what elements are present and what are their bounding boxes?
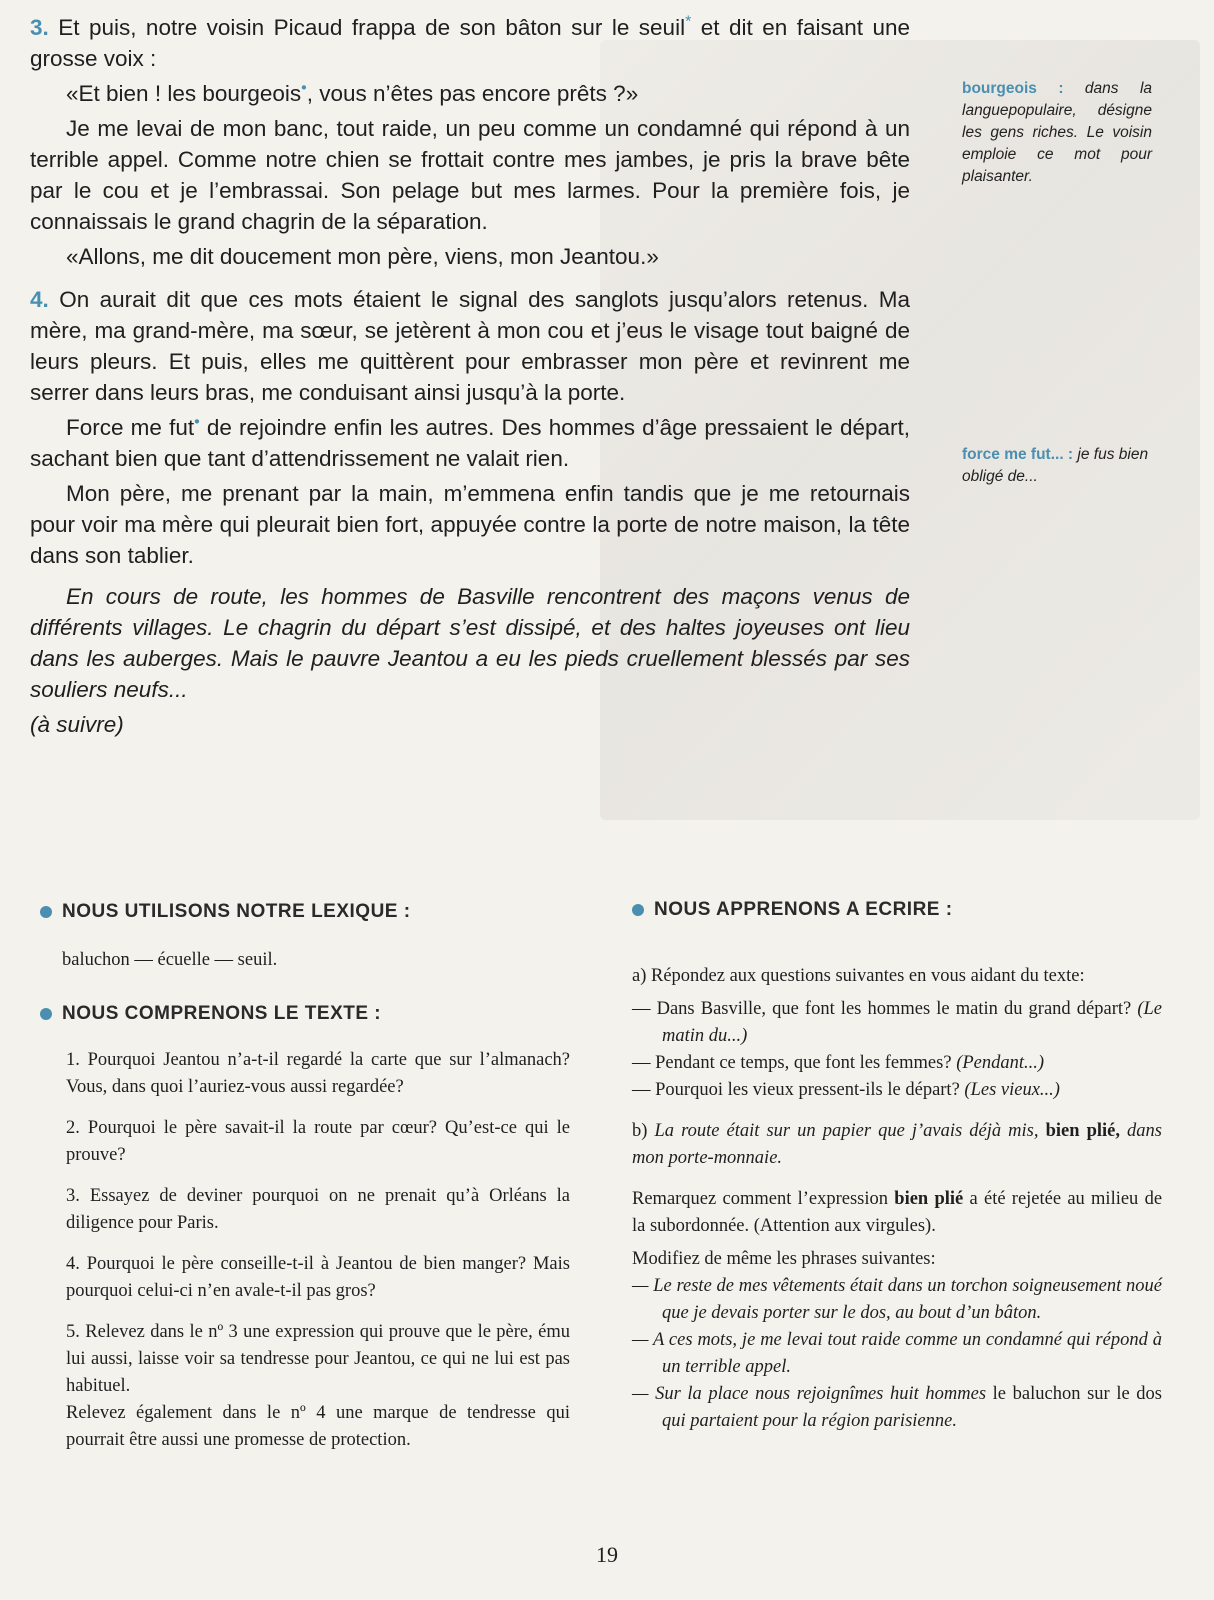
right-exercise-column [632, 896, 1162, 1435]
bullet-icon [632, 904, 644, 916]
question-item: 4. Pourquoi le père conseille-t-il à Jeantou de bien manger? Mais pourquoi celui-ci n’en avale-t-il pas gros? [66, 1254, 570, 1301]
page-number: 19 [596, 1542, 618, 1567]
exercise-b-item: — A ces mots, je me levai tout raide comme un condamné qui répond à un terrible appel. [632, 1330, 1162, 1377]
exercise-a-item: — Dans Basville, que font les hommes le matin du grand départ? (Le matin du...) [632, 999, 1162, 1046]
exercise-b-instruction: Modifiez de même les phrases suivantes: [632, 1249, 936, 1269]
question-item: 3. Essayez de deviner pourquoi on ne prenait qu’à Orléans la diligence pour Paris. [66, 1186, 570, 1233]
question-extra: Relevez également dans le nº 4 une marque de tendresse qui pourrait être aussi une promesse de protection. [66, 1403, 570, 1450]
left-exercise-column [40, 898, 570, 1454]
paragraph-number: 3. [30, 15, 49, 40]
question-item: 2. Pourquoi le père savait-il la route par cœur? Qu’est-ce qui le prouve? [66, 1118, 570, 1165]
exercise-a-item: — Pendant ce temps, que font les femmes? (Pendant...) [632, 1053, 1045, 1073]
dialogue-line: «Allons, me dit doucement mon père, viens, mon Jeantou.» [66, 244, 659, 269]
question-item: 5. Relevez dans le nº 3 une expression qui prouve que le père, ému lui aussi, laisse voir sa tendresse pour Jeantou, ce qui ne lui est pas habituel. [66, 1322, 570, 1396]
comprehension-heading: NOUS COMPRENONS LE TEXTE : [40, 1000, 570, 1027]
paragraph-4-force: Force me fut• de rejoindre enfin les autres. Des hommes d’âge pressaient le départ, sachant bien que tant d’attendrissement ne valait rien. [30, 413, 910, 471]
exercise-a-item: — Pourquoi les vieux pressent-ils le départ? (Les vieux...) [632, 1080, 1060, 1100]
glossary-marker: • [301, 79, 307, 97]
question-item: 1. Pourquoi Jeantou n’a-t-il regardé la carte que sur l’almanach? Vous, dans quoi l’auriez-vous aussi regardée? [66, 1050, 570, 1097]
bullet-icon [40, 906, 52, 918]
paragraph-4-intro: 4. On aurait dit que ces mots étaient le signal des sanglots jusqu’alors retenus. Ma mère, ma grand-mère, ma sœur, se jetèrent à mon cou et j’eus le visage tout baigné de leurs pleurs. Et puis, elles me quittèrent pour embrasser mon père et revinrent me serrer dans leurs bras, me conduisant ainsi jusqu’à la porte. [30, 287, 910, 405]
summary-text: En cours de route, les hommes de Basville rencontrent des maçons venus de différents villages. Le chagrin du départ s’est dissipé, et des haltes joyeuses ont lieu dans les auberges. Mais le pauvre Jeantou a eu les pieds cruellement blessés par ses souliers neufs... [30, 584, 910, 702]
exercise-b-item: — Sur la place nous rejoignîmes huit hommes le baluchon sur le dos qui partaient pour la région parisienne. [632, 1384, 1163, 1431]
to-follow-note: (à suivre) [30, 712, 124, 737]
paragraph-3-intro: 3. Et puis, notre voisin Picaud frappa de son bâton sur le seuil* et dit en faisant une grosse voix : [30, 13, 910, 71]
paragraph-3-body: Je me levai de mon banc, tout raide, un peu comme un condamné qui répond à un terrible appel. Comme notre chien se frottait contre mes jambes, je pris la brave bête par le cou et je l’embrassai. Son pelage but mes larmes. Pour la première fois, je connaissais le grand chagrin de la séparation. [30, 116, 910, 234]
bullet-icon [40, 1008, 52, 1020]
exercise-a-intro: a) Répondez aux questions suivantes en vous aidant du texte: [632, 966, 1085, 986]
glossary-bourgeois: bourgeois : dans la languepopulaire, désigne les gens riches. Le voisin emploie ce mot pour plaisanter. [962, 80, 1153, 185]
ecrire-heading: NOUS APPRENONS A ECRIRE : [632, 896, 1162, 923]
paragraph-4-end: Mon père, me prenant par la main, m’emmena enfin tandis que je me retournais pour voir ma mère qui pleurait bien fort, appuyée contre la porte de notre maison, la tête dans son tablier. [30, 481, 910, 568]
exercise-b-remark: Remarquez comment l’expression bien plié a été rejetée au milieu de la subordonnée. (Attention aux virgules). [632, 1189, 1163, 1236]
exercise-b-item: — Le reste de mes vêtements était dans un torchon soigneusement noué que je devais porter sur le dos, au bout d’un bâton. [632, 1276, 1162, 1323]
story-text [30, 12, 910, 744]
lexique-heading: NOUS UTILISONS NOTRE LEXIQUE : [40, 898, 570, 925]
glossary-marker: * [685, 13, 692, 31]
exercise-b-sentence: b) La route était sur un papier que j’avais déjà mis, bien plié, dans mon porte-monnaie. [632, 1121, 1162, 1168]
question-list [40, 1047, 570, 1454]
lexique-words: baluchon — écuelle — seuil. [62, 950, 278, 970]
glossary-force-me-fut: force me fut... : je fus bien obligé de... [962, 446, 1149, 485]
paragraph-number: 4. [30, 287, 49, 312]
glossary-marker: • [194, 413, 200, 431]
dialogue-line: «Et bien ! les bourgeois•, vous n’êtes pas encore prêts ?» [66, 79, 639, 106]
